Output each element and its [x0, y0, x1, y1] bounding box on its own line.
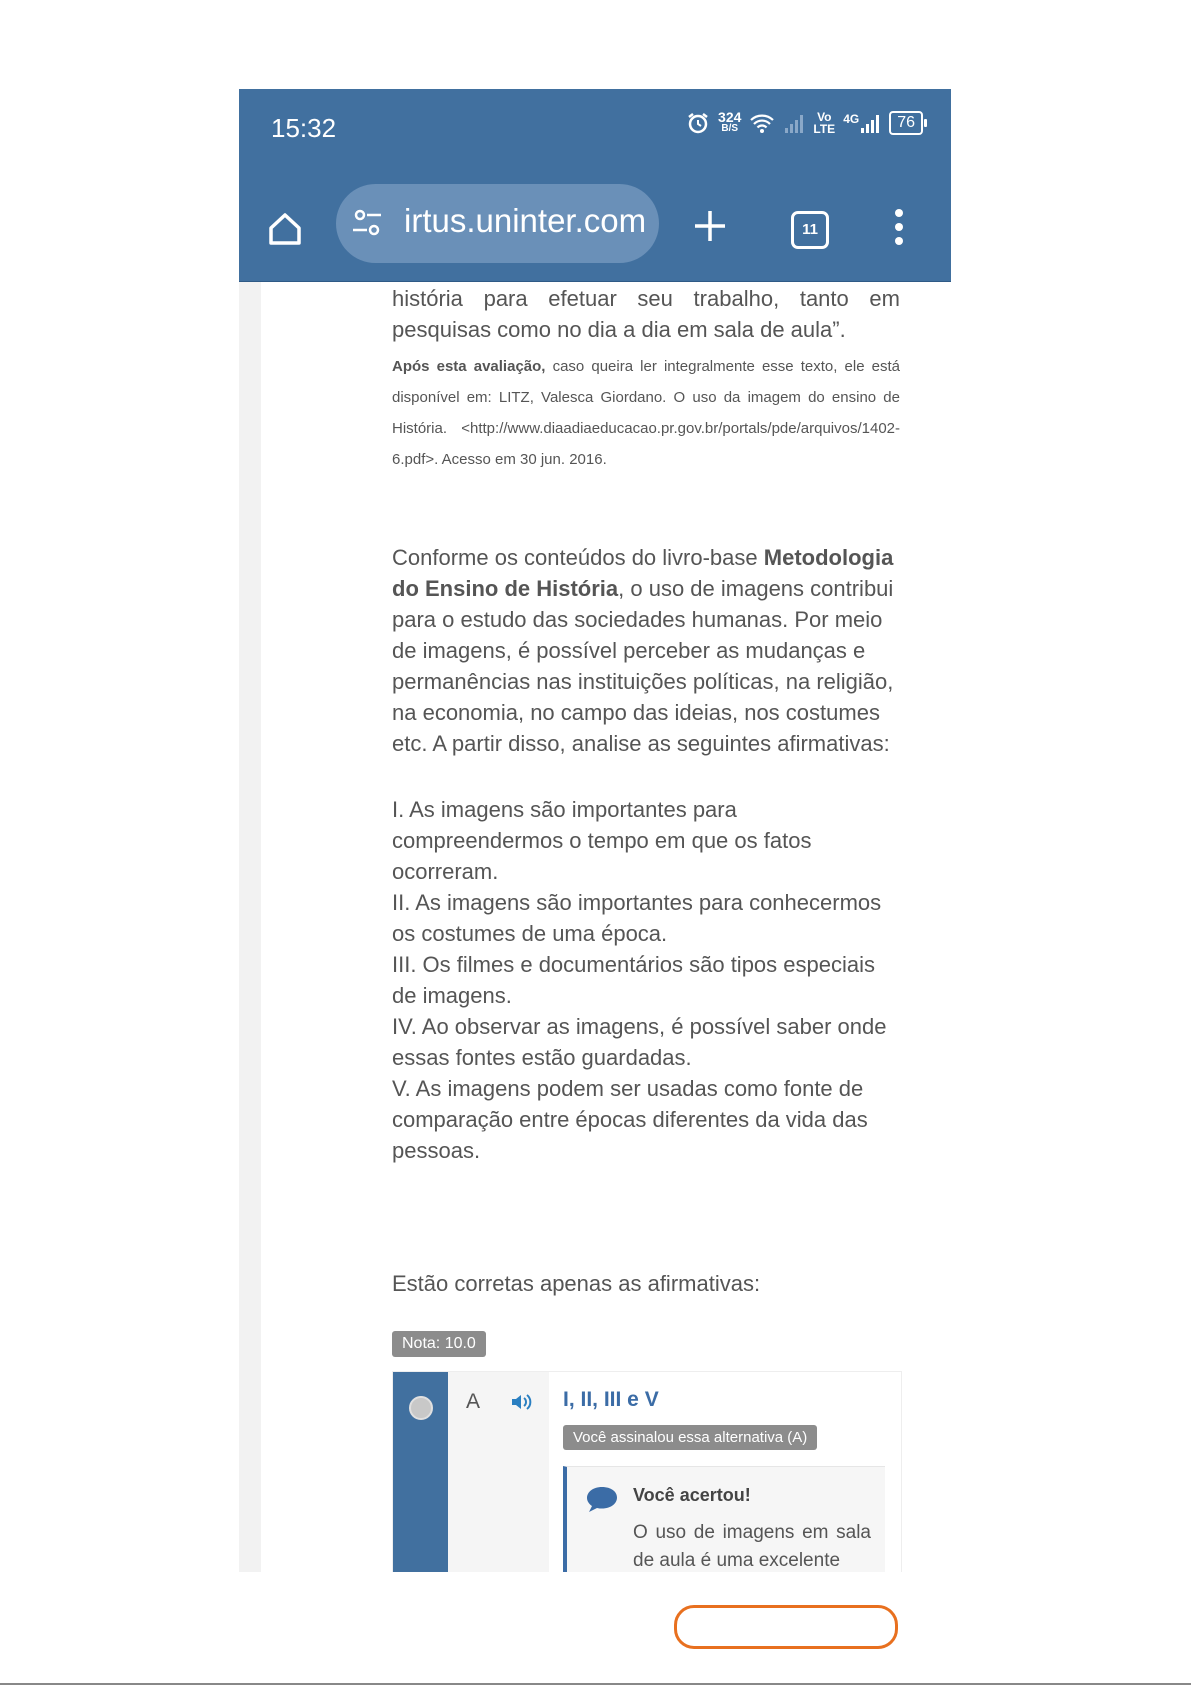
battery-level: 76 — [897, 114, 915, 131]
feedback-text: O uso de imagens em sala de aula é uma excelente — [633, 1522, 871, 1571]
page-content — [239, 282, 951, 1572]
volte-bottom: LTE — [813, 122, 836, 136]
url-text[interactable]: irtus.uninter.com — [404, 202, 647, 239]
reference-text — [392, 351, 900, 475]
reference-bold: Após esta avaliação, — [392, 358, 546, 375]
speaker-icon[interactable] — [510, 1392, 534, 1417]
intro-block — [392, 283, 900, 475]
statement-item: V. As imagens podem ser usadas como fonte de comparação entre épocas diferentes da vida das pessoas. — [392, 1076, 868, 1163]
statements-list — [392, 794, 900, 1166]
option-a-letter: A — [466, 1390, 481, 1413]
net-speed-value: 324 — [718, 109, 742, 125]
net-speed-unit: B/S — [721, 123, 739, 134]
statement-item: II. As imagens são importantes para conhecermos os costumes de uma época. — [392, 890, 882, 946]
address-bar[interactable] — [336, 184, 659, 263]
statement-item: III. Os filmes e documentários são tipos especiais de imagens. — [392, 952, 875, 1008]
quote-line-1: história para efetuar seu trabalho, tanto em — [392, 286, 900, 311]
site-settings-icon[interactable] — [350, 206, 384, 245]
wifi-icon — [749, 112, 775, 134]
option-a-text[interactable]: I, II, III e V — [563, 1388, 659, 1411]
reference-body: caso queira ler integralmente esse texto, ele está disponível em: LITZ, Valesca Giordano. O uso da imagem do ensino de História. <http://www.diaadiaeducacao.pr.gov.br/portals/pde/arquivos/1402-6.pdf>. Acesso em 30 jun. 2016. — [392, 358, 900, 468]
selected-badge: Você assinalou essa alternativa (A) — [563, 1425, 817, 1450]
question-prompt: Estão corretas apenas as afirmativas: — [392, 1271, 761, 1296]
feedback-title: Você acertou! — [633, 1485, 751, 1505]
alarm-icon — [686, 111, 710, 135]
para-part-2: , o uso de imagens contribui para o estudo das sociedades humanas. Por meio de imagens, é possível perceber as mudanças e permanências nas instituições políticas, na religião, na economia, no campo das ideias, nos costumes etc. A partir disso, analise as seguintes afirmativas: — [392, 576, 894, 756]
quote-line-2: pesquisas como no dia a dia em sala de aula”. — [392, 317, 846, 342]
home-icon — [265, 209, 305, 249]
phone-screen — [239, 89, 951, 1572]
comment-icon — [585, 1485, 619, 1518]
status-icons — [686, 111, 923, 135]
signal-4g — [843, 112, 881, 134]
option-a-side — [448, 1372, 549, 1572]
statement-item: I. As imagens são importantes para compreendermos o tempo em que os fatos ocorreram. — [392, 797, 812, 884]
status-bar — [239, 89, 951, 179]
status-time: 15:32 — [271, 113, 337, 143]
tab-switcher-button[interactable]: 11 — [791, 211, 829, 249]
para-part-1: Conforme os conteúdos do livro-base — [392, 545, 764, 570]
battery-icon — [889, 111, 923, 135]
book-title: Metodologia do Ensino de História — [392, 545, 894, 601]
net-speed — [718, 111, 741, 135]
option-a[interactable] — [392, 1371, 902, 1572]
home-button[interactable] — [265, 209, 305, 249]
statement-item: IV. Ao observar as imagens, é possível saber onde essas fontes estão guardadas. — [392, 1014, 887, 1070]
left-margin-strip — [239, 282, 261, 1572]
orange-outline-button[interactable] — [674, 1605, 898, 1649]
volte-top: Vo — [817, 110, 832, 124]
option-a-selector[interactable] — [393, 1372, 448, 1572]
volte-indicator — [813, 111, 835, 135]
grade-badge: Nota: 10.0 — [392, 1331, 486, 1357]
question-paragraph — [392, 542, 900, 759]
signal-icon — [859, 112, 881, 134]
network-type: 4G — [843, 112, 860, 126]
feedback-box — [563, 1466, 885, 1572]
signal-weak-icon — [783, 112, 805, 134]
option-a-radio[interactable] — [409, 1396, 433, 1420]
